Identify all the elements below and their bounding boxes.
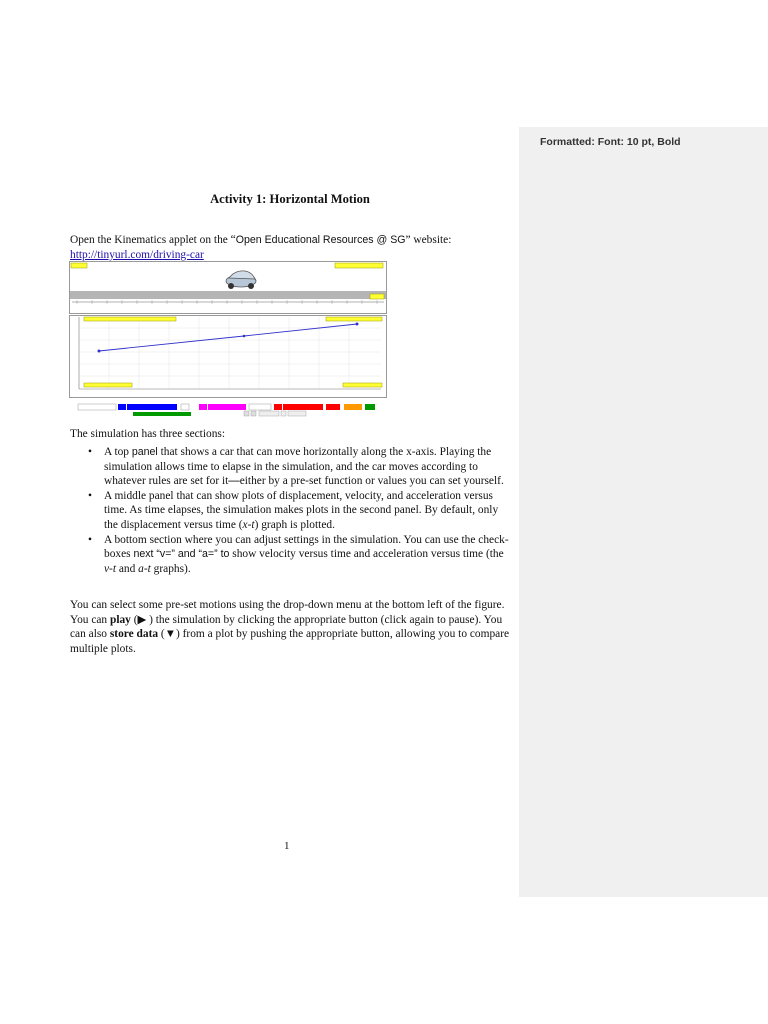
intro-paragraph	[70, 233, 510, 262]
sections-list	[70, 445, 510, 576]
a-checkbox[interactable]	[199, 404, 207, 410]
bullet-text: A bottom section where you can adjust settings in the simulation. You can use the check-boxes	[104, 533, 509, 561]
bullet: •	[88, 446, 92, 458]
bullet: •	[88, 489, 92, 502]
comment-label: Formatted: Font: 10 pt, Bold	[540, 136, 681, 148]
bullet-text: next “v=” and “a=” to	[133, 548, 230, 561]
plot-label-top-left	[84, 317, 176, 321]
displacement-slider[interactable]	[283, 404, 323, 410]
bullet: •	[88, 533, 92, 546]
bullet-text-italic: v-t	[104, 562, 117, 575]
paragraph-text: (▶ ) the simulation by clicking the appropriate button (click again to pause). You can also	[70, 613, 503, 641]
section-item-bottom-section	[70, 533, 510, 577]
orange-button[interactable]	[344, 404, 362, 410]
plot-label-bottom-left	[84, 383, 132, 387]
time-slider[interactable]	[133, 412, 191, 416]
reset-button[interactable]	[281, 411, 286, 416]
bullet-text: A top	[104, 446, 132, 458]
bullet-text: show velocity versus time and acceleration versus time (the	[229, 548, 504, 561]
kinematics-applet-figure	[69, 261, 387, 417]
paragraph-text: (▼) from a plot by pushing the appropriate button, allowing you to compare multiple plots.	[70, 628, 510, 655]
top-panel-readout	[370, 294, 384, 299]
velocity-slider[interactable]	[127, 404, 177, 410]
comment-pane	[519, 127, 768, 897]
top-panel-label-right	[335, 263, 383, 268]
page-number: 1	[284, 840, 290, 852]
section-item-middle-panel	[70, 489, 510, 533]
acceleration-field[interactable]	[249, 404, 271, 410]
bullet-text-italic: a-t	[138, 562, 151, 575]
top-panel-label-left	[71, 263, 87, 268]
plot-point	[243, 335, 246, 338]
pause-button[interactable]	[251, 411, 256, 416]
controls-section	[78, 404, 375, 416]
bullet-text: either by a pre-set function or values you can set yourself.	[239, 475, 504, 488]
store-data-term: store data	[109, 628, 159, 641]
displacement-ticks	[77, 300, 377, 304]
play-term: play	[109, 613, 131, 626]
sections-intro: The simulation has three sections:	[70, 428, 226, 440]
acceleration-slider[interactable]	[208, 404, 246, 410]
store-data-button[interactable]	[259, 411, 279, 416]
plot-label-bottom-right	[343, 383, 382, 387]
bullet-text: graphs).	[150, 562, 191, 575]
em-dash: —	[228, 475, 240, 488]
fullscreen-button[interactable]	[288, 411, 306, 416]
paragraph-text: You can select some pre-set motions using the drop-down menu at the bottom left of the figure. You can	[70, 599, 505, 626]
intro-text-1: Open the Kinematics applet on the “	[70, 234, 236, 246]
bullet-text: A middle panel that can show plots of displacement, velocity, and acceleration versus time. As time elapses, the simulation makes plots in the second panel. By default, only the displacement versus time (	[104, 489, 499, 531]
x-checkbox[interactable]	[274, 404, 282, 410]
activity-title: Activity 1: Horizontal Motion	[210, 192, 370, 206]
bullet-text: and	[116, 562, 139, 575]
v-checkbox[interactable]	[118, 404, 126, 410]
intro-text-2: ” website:	[405, 234, 452, 246]
preset-motion-dropdown[interactable]	[78, 404, 116, 410]
plot-label-top-right	[326, 317, 382, 321]
closing-paragraph	[70, 598, 510, 656]
bullet-text-italic: x-t	[242, 518, 255, 531]
section-item-top-panel	[70, 445, 510, 489]
driving-car-link[interactable]: http://tinyurl.com/driving-car	[70, 248, 204, 261]
intro-site-name: Open Educational Resources @ SG	[235, 234, 406, 246]
top-panel	[70, 262, 387, 314]
plot-point	[356, 323, 359, 326]
displacement-field[interactable]	[326, 404, 340, 410]
bullet-text: that shows a car that can move horizontally along the x-axis. Playing the simulation allows time to elapse in the simulation, and the car moves according to whatever rules are set for it	[104, 446, 492, 488]
road	[70, 291, 386, 299]
play-button[interactable]	[244, 411, 249, 416]
velocity-field[interactable]	[181, 404, 189, 410]
green-button[interactable]	[365, 404, 375, 410]
bullet-text: panel	[131, 446, 158, 458]
plot-point	[98, 350, 101, 353]
bullet-text: ) graph is plotted.	[254, 518, 335, 531]
